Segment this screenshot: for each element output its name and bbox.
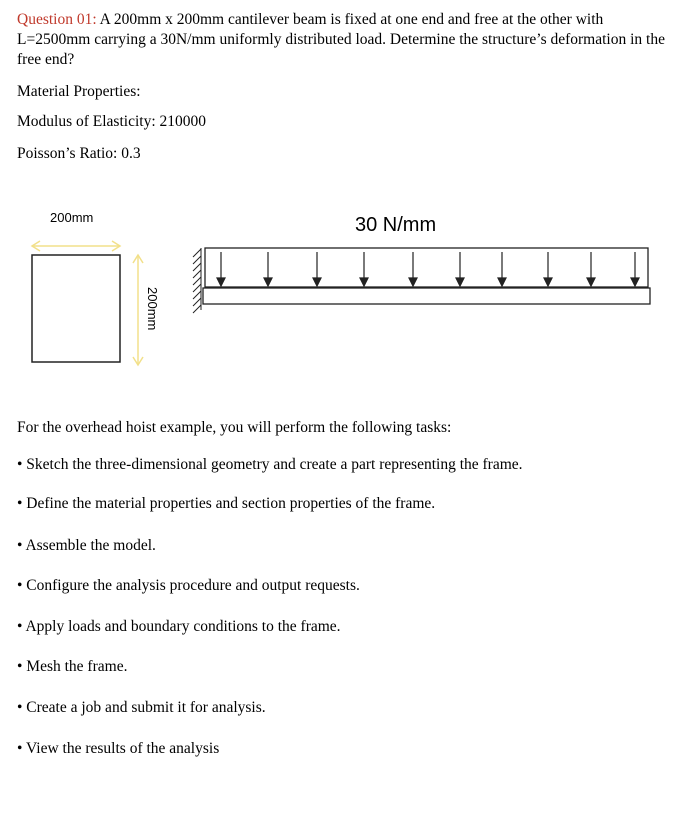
question-body: A 200mm x 200mm cantilever beam is fixed at one end and free at the other with L=2500mm carrying a 30N/mm uniformly distributed load. Determine the structure’s deformation in the free end? — [17, 11, 665, 68]
task-item-4: • Configure the analysis procedure and output requests. — [17, 577, 360, 594]
task-item-3: • Assemble the model. — [17, 537, 156, 554]
task-item-2: • Define the material properties and section properties of the frame. — [17, 495, 436, 512]
distributed-load-box — [205, 248, 648, 287]
load-arrows — [217, 252, 639, 286]
cantilever-beam — [203, 288, 650, 304]
poissons-ratio: Poisson’s Ratio: 0.3 — [17, 145, 141, 162]
width-dimension-arrow — [32, 241, 120, 251]
beam-figure — [0, 200, 700, 380]
question-label: Question 01: — [17, 11, 97, 28]
task-item-7: • Create a job and submit it for analysis. — [17, 699, 266, 716]
task-item-5: • Apply loads and boundary conditions to the frame. — [17, 618, 341, 635]
task-item-8: • View the results of the analysis — [17, 740, 220, 757]
task-item-1: • Sketch the three-dimensional geometry and create a part representing the frame. — [17, 456, 523, 473]
height-dimension-label: 200mm — [145, 287, 160, 331]
task-item-6: • Mesh the frame. — [17, 658, 128, 675]
cross-section-square — [32, 255, 120, 362]
load-label: 30 N/mm — [355, 214, 437, 236]
height-dimension-arrow — [133, 255, 143, 365]
fixed-support-hatching — [193, 248, 201, 313]
question-text — [17, 10, 677, 70]
modulus-of-elasticity: Modulus of Elasticity: 210000 — [17, 113, 207, 130]
tasks-intro: For the overhead hoist example, you will perform the following tasks: — [17, 419, 452, 436]
material-properties-heading: Material Properties: — [17, 83, 141, 100]
width-dimension-label: 200mm — [50, 210, 94, 225]
